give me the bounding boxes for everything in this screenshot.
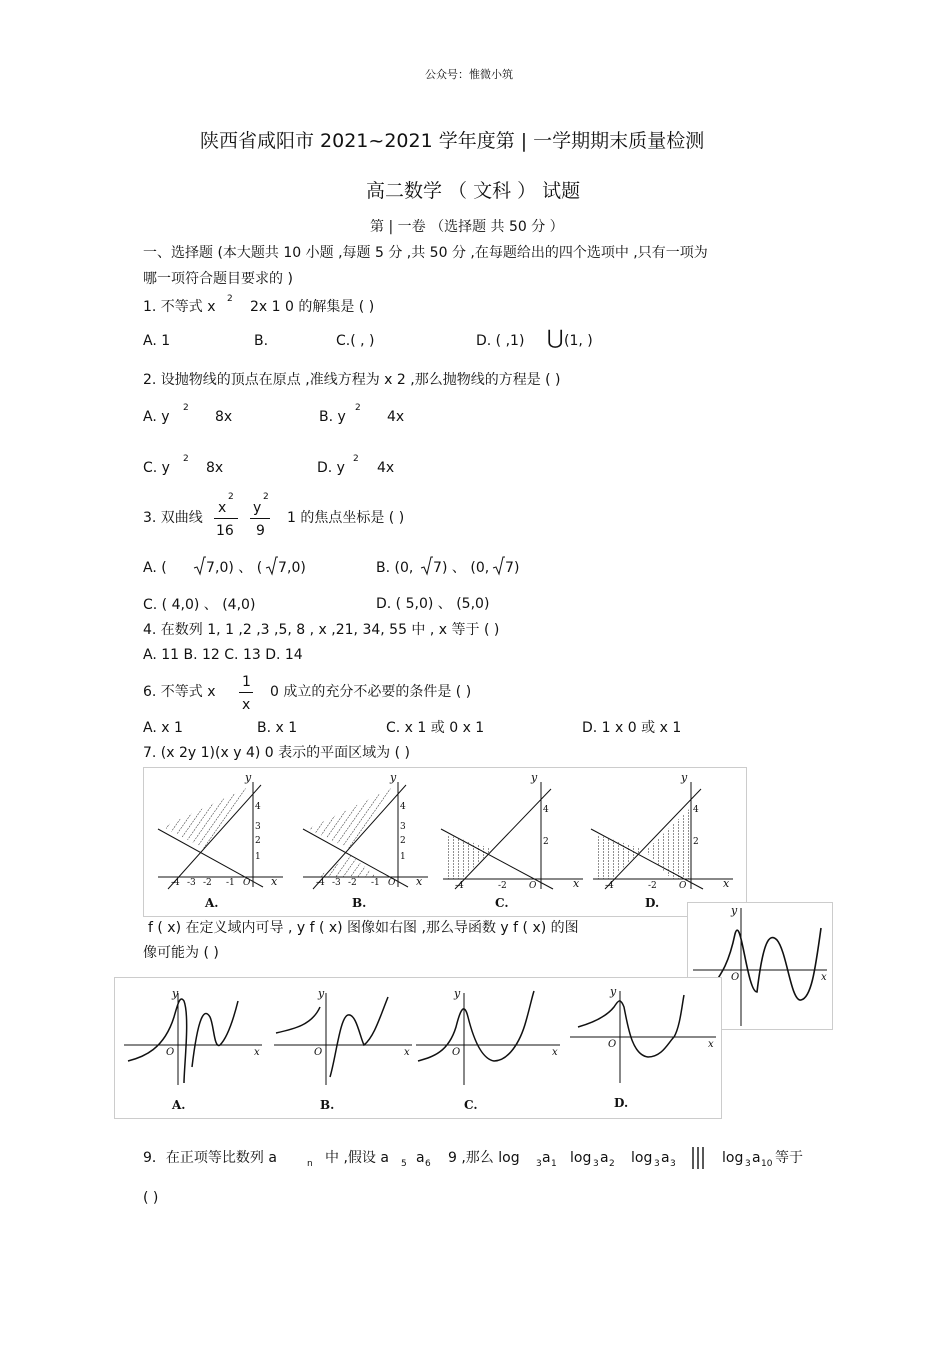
q6-option-c: C. x 1 或 0 x 1 — [386, 720, 485, 736]
q7-graph-b — [303, 771, 428, 910]
q3-a-radicand2: 7 — [278, 560, 287, 576]
q9-sub-2: 2 — [609, 1159, 615, 1169]
q2-option-b: B. y — [319, 409, 346, 425]
tick-label: -1 — [226, 878, 235, 888]
axis-label-x: x — [416, 875, 423, 888]
q9-log2: log — [570, 1150, 592, 1166]
tick-label: 2 — [255, 836, 261, 846]
axis-label-x: x — [573, 877, 580, 890]
axis-label-y: y — [531, 771, 538, 784]
origin-label: O — [166, 1047, 175, 1058]
q9-log-base: 3 — [593, 1159, 599, 1169]
q1-option-d-rest: (1, ) — [564, 333, 593, 349]
q3-frac1-num: x — [218, 500, 227, 516]
q4-options: A. 11 B. 12 C. 13 D. 14 — [143, 647, 303, 663]
q3-frac2-sup: 2 — [263, 492, 269, 502]
q6-frac-bar — [239, 692, 253, 693]
page-subtitle: 高二数学 （ 文科 ） 试题 — [366, 180, 581, 202]
axis-label-y: y — [454, 987, 461, 1000]
tick-label: -3 — [187, 878, 196, 888]
q2-d-rest: 4x — [377, 460, 395, 476]
q8-label-d: D. — [614, 1096, 629, 1110]
q3-a-end: ,0) — [287, 560, 306, 576]
q3-a-mid: ,0) 、 ( — [215, 560, 263, 576]
q9-nine: 9 ,那么 log — [448, 1150, 520, 1166]
q7-label-c: C. — [495, 896, 509, 910]
ellipsis-bars-icon — [690, 1145, 706, 1171]
q8-graph-d — [570, 985, 716, 1110]
q3-option-b: B. (0, — [376, 560, 414, 576]
q3-option-a: A. ( — [143, 560, 167, 576]
tick-label: 4 — [693, 805, 699, 815]
q2-option-d: D. y — [317, 460, 345, 476]
axis-label-x: x — [723, 877, 730, 890]
q3-stem-rest: 1 的焦点坐标是 ( ) — [287, 510, 405, 526]
tick-label: 1 — [400, 852, 406, 862]
q1-option-c: C.( , ) — [336, 333, 375, 349]
origin-label: O — [452, 1047, 461, 1058]
q9-log-base: 3 — [536, 1159, 542, 1169]
q9-a10: a — [752, 1150, 761, 1166]
origin-label: O — [388, 878, 396, 888]
axis-label-y: y — [610, 985, 617, 998]
q9-sub-1: 1 — [551, 1159, 557, 1169]
q3-option-d: D. ( 5,0) 、 (5,0) — [376, 596, 490, 612]
q1-option-b: B. — [254, 333, 269, 349]
q8-label-b: B. — [320, 1098, 335, 1112]
instructions-line2: 哪一项符合题目要求的 ) — [143, 271, 293, 287]
q6-frac-den: x — [242, 697, 251, 713]
tick-label: -2 — [648, 881, 657, 891]
q2-option-c: C. y — [143, 460, 170, 476]
q7-label-b: B. — [352, 896, 367, 910]
q2-a-sup: 2 — [183, 403, 189, 413]
q3-b-radicand2: 7 — [505, 560, 514, 576]
q2-b-rest: 4x — [387, 409, 405, 425]
tick-label: -1 — [371, 878, 380, 888]
q1-option-a: A. 1 — [143, 333, 171, 349]
q9-sub-3: 3 — [670, 1159, 676, 1169]
q7-graph-d — [591, 771, 733, 910]
tick-label: -4 — [455, 881, 464, 891]
q9-a2: a — [600, 1150, 609, 1166]
q8-graph-c — [416, 987, 560, 1112]
tick-label: 4 — [400, 802, 406, 812]
q3-b-mid: ) 、 (0, — [442, 560, 490, 576]
q8-graph-a — [124, 987, 262, 1112]
q3-a-radicand1: 7 — [206, 560, 215, 576]
q2-c-sup: 2 — [183, 454, 189, 464]
page-title: 陕西省咸阳市 2021~2021 学年度第 | 一学期期末质量检测 — [200, 130, 705, 152]
q9-sub-6: 6 — [425, 1159, 431, 1169]
origin-label: O — [314, 1047, 323, 1058]
q9-a6: a — [416, 1150, 425, 1166]
axis-label-x: x — [552, 1047, 558, 1058]
q1-sup: 2 — [227, 294, 233, 304]
q9-tail: 等于 — [775, 1150, 803, 1166]
axis-label-x: x — [271, 875, 278, 888]
q3-frac1-sup: 2 — [228, 492, 234, 502]
q9-stem: 9．在正项等比数列 a — [143, 1150, 277, 1166]
q6-option-d: D. 1 x 0 或 x 1 — [582, 720, 682, 736]
q3-frac2-bar — [250, 518, 270, 519]
section-title: 第 | 一卷 （选择题 共 50 分 ） — [370, 219, 564, 235]
tick-label: 3 — [400, 822, 406, 832]
tick-label: -4 — [605, 881, 614, 891]
tick-label: -3 — [332, 878, 341, 888]
axis-label-y: y — [172, 987, 179, 1000]
origin-label: O — [679, 881, 687, 891]
q9-log3: log — [631, 1150, 653, 1166]
q3-frac1-den: 16 — [216, 523, 234, 539]
axis-label-y: y — [731, 904, 738, 917]
q9-a1: a — [542, 1150, 551, 1166]
q9-a3: a — [661, 1150, 670, 1166]
q6-option-b: B. x 1 — [257, 720, 298, 736]
q2-option-a: A. y — [143, 409, 170, 425]
q8-label-a: A. — [172, 1098, 186, 1112]
q7-stem: 7. (x 2y 1)(x y 4) 0 表示的平面区域为 ( ) — [143, 745, 410, 761]
q3-stem: 3. 双曲线 — [143, 510, 203, 526]
axis-label-y: y — [390, 771, 397, 784]
q3-option-c: C. ( 4,0) 、 (4,0) — [143, 597, 256, 613]
origin-label: O — [608, 1039, 617, 1050]
q1-option-d: D. ( ,1) — [476, 333, 525, 349]
q3-b-radicand1: 7 — [433, 560, 442, 576]
q2-stem: 2. 设抛物线的顶点在原点 ,准线方程为 x 2 ,那么抛物线的方程是 ( ) — [143, 372, 561, 388]
q6-stem-rest: 0 成立的充分不必要的条件是 ( ) — [270, 684, 472, 700]
tick-label: -2 — [348, 878, 357, 888]
origin-label: O — [731, 972, 740, 983]
q7-label-a: A. — [205, 896, 219, 910]
q6-frac-num: 1 — [242, 674, 251, 690]
q3-frac1-bar — [214, 518, 238, 519]
q9-sub-5: 5 — [401, 1159, 407, 1169]
tick-label: -4 — [171, 878, 180, 888]
sqrt-icon — [493, 556, 505, 576]
q7-graph-c — [441, 771, 583, 910]
q6-option-a: A. x 1 — [143, 720, 183, 736]
q8-stem-line1: f ( x) 在定义域内可导 , y f ( x) 图像如右图 ,那么导函数 y f ( x) 的图 — [148, 920, 579, 936]
q9-stem-b: 中 ,假设 a — [325, 1150, 389, 1166]
q7-label-d: D. — [645, 896, 660, 910]
tick-label: 2 — [693, 837, 699, 847]
tick-label: 4 — [255, 802, 261, 812]
origin-label: O — [243, 878, 251, 888]
q9-log10: log — [722, 1150, 744, 1166]
q8-graph-b — [274, 987, 412, 1112]
sqrt-icon — [421, 556, 433, 576]
axis-label-x: x — [821, 972, 827, 983]
q7-graph-a — [158, 771, 283, 910]
q3-b-end: ) — [514, 560, 520, 576]
q9-sub-n: n — [307, 1159, 313, 1169]
q3-frac2-num: y — [253, 500, 262, 516]
q9-answer-bracket: ( ) — [143, 1190, 159, 1206]
axis-label-x: x — [254, 1047, 260, 1058]
tick-label: 4 — [543, 805, 549, 815]
q2-c-rest: 8x — [206, 460, 224, 476]
q1-union-symbol: ⋃ — [547, 325, 564, 349]
q6-stem: 6. 不等式 x — [143, 684, 216, 700]
tick-label: -4 — [316, 878, 325, 888]
q8-label-c: C. — [464, 1098, 478, 1112]
axis-label-x: x — [708, 1039, 714, 1050]
tick-label: 3 — [255, 822, 261, 832]
header-account: 公众号：惟微小筑 — [425, 68, 513, 81]
instructions-line1: 一、选择题 (本大题共 10 小题 ,每题 5 分 ,共 50 分 ,在每题给出的四个选项中 ,只有一项为 — [143, 245, 708, 261]
q9-log-base: 3 — [745, 1159, 751, 1169]
q2-d-sup: 2 — [353, 454, 359, 464]
tick-label: 2 — [543, 837, 549, 847]
axis-label-y: y — [245, 771, 252, 784]
q1-stem-rest: 2x 1 0 的解集是 ( ) — [250, 299, 375, 315]
q8-stem-line2: 像可能为 ( ) — [143, 945, 219, 961]
q2-b-sup: 2 — [355, 403, 361, 413]
q2-a-rest: 8x — [215, 409, 233, 425]
axis-label-x: x — [404, 1047, 410, 1058]
q7-region-graphs — [143, 767, 745, 915]
q8-derivative-graphs — [114, 977, 720, 1117]
q4-stem: 4. 在数列 1, 1 ,2 ,3 ,5, 8 , x ,21, 34, 55 中 , x 等于 ( ) — [143, 622, 500, 638]
sqrt-icon — [194, 556, 206, 576]
axis-label-y: y — [681, 771, 688, 784]
tick-label: 1 — [255, 852, 261, 862]
q3-frac2-den: 9 — [256, 523, 265, 539]
tick-label: -2 — [203, 878, 212, 888]
q9-sub-10: 10 — [761, 1159, 773, 1169]
axis-label-y: y — [318, 987, 325, 1000]
q9-log-base: 3 — [654, 1159, 660, 1169]
sqrt-icon — [266, 556, 278, 576]
tick-label: 2 — [400, 836, 406, 846]
tick-label: -2 — [498, 881, 507, 891]
origin-label: O — [529, 881, 537, 891]
q1-stem: 1. 不等式 x — [143, 299, 216, 315]
